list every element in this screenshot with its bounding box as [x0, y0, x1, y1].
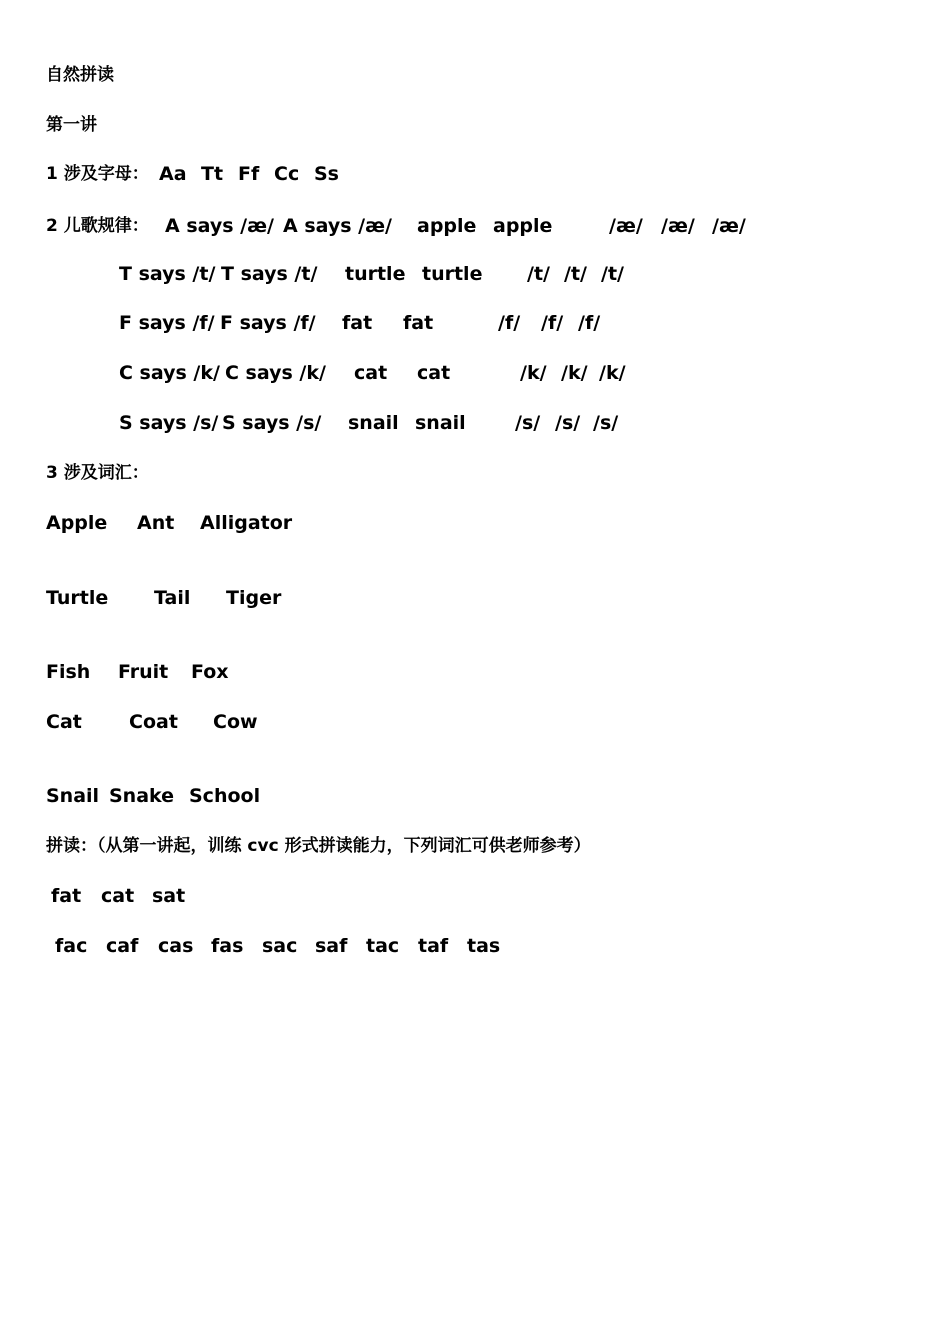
rhyme-sound: /æ/: [661, 215, 695, 237]
blending-word: cat: [101, 885, 135, 907]
lecture-text: 第一讲: [46, 115, 97, 135]
rhyme-sound: /f/: [541, 312, 564, 334]
blending-word: fat: [51, 885, 82, 907]
rhyme-says: F says /f/: [220, 312, 316, 334]
rhyme-sound: /t/: [564, 263, 587, 285]
rhyme-says: F says /f/: [119, 312, 215, 334]
rhyme-sound: /s/: [515, 412, 541, 434]
vocab-word: Snake: [109, 785, 175, 807]
rhyme-sound: /s/: [593, 412, 619, 434]
rhyme-word: fat: [342, 312, 373, 334]
blending-label: 拼读：（从第一讲起，训练 cvc 形式拼读能力，下列词汇可供老师参考）: [46, 836, 591, 856]
vocab-word: Ant: [137, 512, 175, 534]
letter-item: Ss: [314, 163, 339, 185]
blending-word: fas: [211, 935, 244, 957]
letter-item: Tt: [201, 163, 224, 185]
rhyme-sound: /k/: [520, 362, 547, 384]
blending-word: sac: [262, 935, 298, 957]
blending-word: taf: [418, 935, 449, 957]
vocab-word: Fox: [191, 661, 229, 683]
vocab-word: Fish: [46, 661, 91, 683]
rhyme-word: turtle: [422, 263, 483, 285]
rhyme-word: cat: [417, 362, 451, 384]
vocab-word: School: [189, 785, 261, 807]
vocab-word: Fruit: [118, 661, 169, 683]
rhyme-sound: /æ/: [609, 215, 643, 237]
document-title: [0, 64, 114, 108]
rhyme-word: apple: [417, 215, 477, 237]
vocab-word: Snail: [46, 785, 100, 807]
blending-row: [0, 935, 501, 1155]
rhyme-sound: /æ/: [712, 215, 746, 237]
blending-word: sat: [152, 885, 186, 907]
rhyme-word: snail: [348, 412, 399, 434]
rhyme-says: T says /t/: [221, 263, 318, 285]
rhyme-sound: /t/: [601, 263, 624, 285]
letter-item: Aa: [159, 163, 187, 185]
vocab-word: Cow: [213, 711, 258, 733]
blending-word: fac: [55, 935, 88, 957]
letter-item: Ff: [238, 163, 260, 185]
rhyme-sound: /t/: [527, 263, 550, 285]
rhyme-says: T says /t/: [119, 263, 216, 285]
vocab-word: Cat: [46, 711, 82, 733]
rhyme-sound: /f/: [498, 312, 521, 334]
rhyme-says: C says /k/: [119, 362, 220, 384]
blending-word: cas: [158, 935, 194, 957]
rhyme-word: snail: [415, 412, 466, 434]
rhyme-word: fat: [403, 312, 434, 334]
letter-item: Cc: [274, 163, 300, 185]
rhymes-label: 2 儿歌规律：: [46, 216, 149, 236]
vocab-word: Tail: [154, 587, 191, 609]
title-text: 自然拼读: [46, 65, 114, 85]
vocab-word: Apple: [46, 512, 108, 534]
rhyme-word: apple: [493, 215, 553, 237]
vocab-word: Turtle: [46, 587, 109, 609]
rhyme-sound: /k/: [561, 362, 588, 384]
rhyme-says: S says /s/: [119, 412, 219, 434]
rhyme-says: C says /k/: [225, 362, 326, 384]
vocab-heading: [0, 462, 149, 506]
vocab-word: Tiger: [226, 587, 282, 609]
blending-word: tac: [366, 935, 400, 957]
rhyme-word: cat: [354, 362, 388, 384]
vocab-word: Coat: [129, 711, 178, 733]
rhyme-says: A says /æ/: [165, 215, 274, 237]
rhyme-says: S says /s/: [222, 412, 322, 434]
blending-word: tas: [467, 935, 501, 957]
rhyme-sound: /k/: [599, 362, 626, 384]
rhyme-word: turtle: [345, 263, 406, 285]
lecture-heading: [0, 114, 97, 158]
blending-heading: [0, 835, 591, 879]
vocab-word: Alligator: [200, 512, 293, 534]
rhyme-says: A says /æ/: [283, 215, 392, 237]
vocab-label: 3 涉及词汇：: [46, 463, 149, 483]
letters-label: 1 涉及字母：: [46, 164, 149, 184]
rhyme-sound: /f/: [578, 312, 601, 334]
blending-word: caf: [106, 935, 139, 957]
blending-word: saf: [315, 935, 348, 957]
rhyme-sound: /s/: [555, 412, 581, 434]
